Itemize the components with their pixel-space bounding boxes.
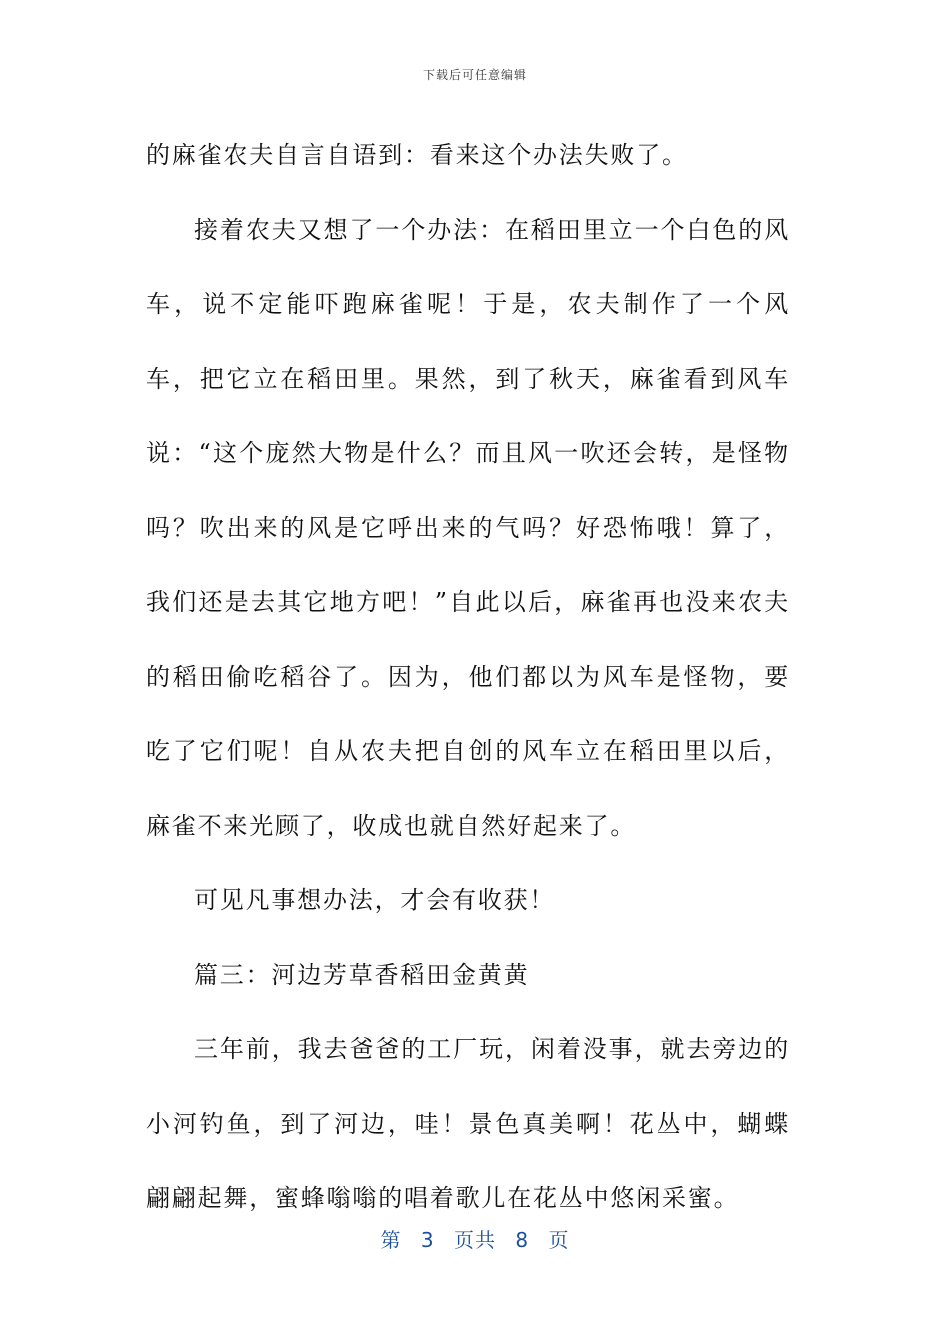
paragraph-3: 可见凡事想办法，才会有收获！ bbox=[194, 886, 556, 914]
document-body bbox=[146, 118, 790, 1236]
paragraph-2: 接着农夫又想了一个办法：在稻田里立一个白色的风车，说不定能吓跑麻雀呢！于是，农夫制作了一个风车，把它立在稻田里。果然，到了秋天，麻雀看到风车说：“这个庞然大物是什么？而且风一吹还会转，是怪物吗？吹出来的风是它呼出来的气吗？好恐怖哦！算了，我们还是去其它地方吧！”自此以后，麻雀再也没来农夫的稻田偷吃稻谷了。因为，他们都以为风车是怪物，要吃了它们呢！自从农夫把自创的风车立在稻田里以后，麻雀不来光顾了，收成也就自然好起来了。 bbox=[146, 215, 790, 840]
footer-middle: 页共 bbox=[454, 1228, 496, 1252]
paragraph-1: 的麻雀农夫自言自语到：看来这个办法失败了。 bbox=[146, 141, 688, 169]
section-heading: 篇三：河边芳草香稻田金黄黄 bbox=[194, 960, 530, 989]
footer-prefix: 第 bbox=[380, 1228, 402, 1252]
footer-total-pages: 8 bbox=[515, 1228, 530, 1252]
footer-current-page: 3 bbox=[420, 1228, 435, 1252]
paragraph-4: 三年前，我去爸爸的工厂玩，闲着没事，就去旁边的小河钓鱼，到了河边，哇！景色真美啊！花丛中，蝴蝶翩翩起舞，蜜蜂嗡嗡的唱着歌儿在花丛中悠闲采蜜。 bbox=[146, 1035, 790, 1212]
footer-suffix: 页 bbox=[548, 1228, 570, 1252]
page-header: 下载后可任意编辑 bbox=[422, 68, 527, 82]
page-footer bbox=[0, 1224, 950, 1253]
